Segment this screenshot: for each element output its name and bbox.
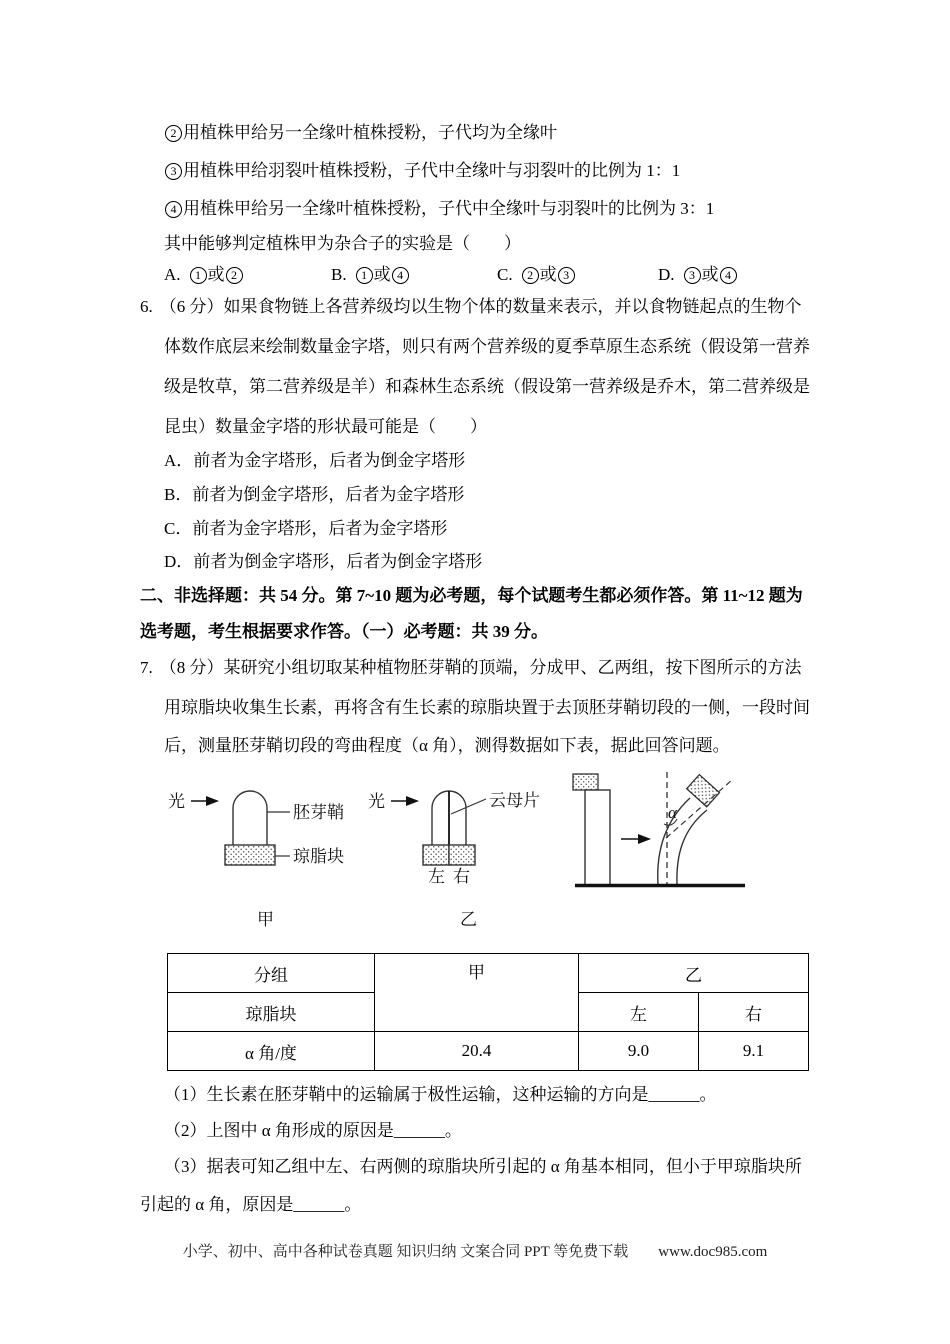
q7-sub-3-line-2: 引起的 α 角，原因是______。 (140, 1195, 362, 1214)
q7-line-3: 后，测量胚芽鞘切段的弯曲程度（α 角），测得数据如下表，据此回答问题。 (164, 736, 730, 755)
q6-line-2: 体数作底层来绘制数量金字塔，则只有两个营养级的夏季草原生态系统（假设第一营养 (164, 337, 810, 356)
circled-number: 4 (165, 201, 182, 218)
left-label: 左 (428, 867, 445, 886)
q5-option-d: D. 3 或 4 (658, 264, 738, 286)
q6-number: 6. (140, 297, 153, 316)
table-row-header (168, 954, 809, 993)
figure-result (573, 772, 745, 886)
q5-stem: 其中能够判定植株甲为杂合子的实验是（ ） (164, 234, 521, 253)
group-yi-label: 乙 (460, 910, 477, 929)
q7-number: 7. (140, 658, 153, 677)
upright-segment (585, 790, 610, 885)
q5-option-a: A. 1 或 2 (164, 264, 244, 286)
q7-sub-3-line-1: （3）据表可知乙组中左、右两侧的琼脂块所引起的 α 角基本相同，但小于甲琼脂块所 (164, 1157, 802, 1176)
q6-line-3: 级是牧草，第二营养级是羊）和森林生态系统（假设第一营养级是乔木，第二营养级是 (164, 377, 810, 396)
cell-right-header: 右 (699, 993, 809, 1032)
circled-number: 2 (226, 267, 243, 284)
cell-agar-label: 琼脂块 (168, 993, 375, 1032)
cell-alpha-label: α 角/度 (168, 1032, 375, 1071)
experiment-figure (160, 768, 760, 936)
q5-option-c: C. 2 或 3 (497, 264, 576, 286)
cell-jia-header: 甲 (375, 954, 579, 1032)
q7-line-2: 用琼脂块收集生长素，再将含有生长素的琼脂块置于去顶胚芽鞘切段的一侧，一段时间 (164, 698, 810, 717)
circled-number: 2 (522, 267, 539, 284)
circled-number: 1 (190, 267, 207, 284)
agar-block (225, 845, 275, 865)
circled-number: 4 (392, 267, 409, 284)
cell-left-header: 左 (579, 993, 699, 1032)
q6-line-4: 昆虫）数量金字塔的形状最可能是（ ） (164, 417, 487, 436)
alpha-angle-table (167, 953, 809, 1071)
q6-option-d: D．前者为倒金字塔形，后者为倒金字塔形 (164, 552, 483, 571)
cell-value-jia: 20.4 (375, 1032, 579, 1071)
light-label: 光 (168, 792, 185, 811)
coleoptile-dome (233, 791, 267, 845)
q5-statement-3 (164, 160, 680, 182)
circled-number: 4 (720, 267, 737, 284)
page-footer (0, 1240, 950, 1261)
q5-option-b: B. 1 或 4 (331, 264, 410, 286)
q5-statement-2-text: 用植株甲给另一全缘叶植株授粉，子代均为全缘叶 (183, 123, 557, 142)
agar-block-on-segment (573, 774, 598, 790)
q5-statement-3-text: 用植株甲给羽裂叶植株授粉，子代中全缘叶与羽裂叶的比例为 1：1 (183, 161, 681, 180)
section2-header-line-2: 选考题，考生根据要求作答。（一）必考题：共 39 分。 (140, 622, 548, 641)
q6-line-1: 6. （6 分）如果食物链上各营养级均以生物个体的数量来表示，并以食物链起点的生物个 (140, 297, 802, 316)
tilted-agar-block (687, 775, 720, 807)
section2-header-line-1: 二、非选择题：共 54 分。第 7~10 题为必考题，每个试题考生都必须作答。第 11~12 题为 (140, 586, 803, 605)
circled-number: 3 (165, 163, 182, 180)
cell-yi-header: 乙 (579, 954, 809, 993)
q5-statement-4-text: 用植株甲给另一全缘叶植株授粉，子代中全缘叶与羽裂叶的比例为 3：1 (183, 199, 715, 218)
q6-option-a: A．前者为金字塔形，后者为倒金字塔形 (164, 451, 466, 470)
circled-number: 3 (558, 267, 575, 284)
right-label: 右 (453, 867, 470, 886)
bent-segment-right-edge (677, 810, 707, 885)
agar-block-left (423, 845, 449, 865)
figure-group-jia (168, 791, 344, 929)
circled-number: 1 (356, 267, 373, 284)
mica-label: 云母片 (489, 791, 540, 810)
q6-option-b: B．前者为倒金字塔形，后者为金字塔形 (164, 485, 465, 504)
alpha-label: α (668, 803, 677, 822)
q5-statement-2 (164, 122, 557, 144)
circled-number: 2 (165, 125, 182, 142)
q5-statement-4 (164, 198, 714, 220)
table-row-values (168, 1032, 809, 1071)
q7-line-1: 7. （8 分）某研究小组切取某种植物胚芽鞘的顶端，分成甲、乙两组，按下图所示的方法 (140, 658, 802, 677)
coleoptile-label: 胚芽鞘 (293, 803, 344, 822)
light-label: 光 (368, 792, 385, 811)
group-jia-label: 甲 (257, 910, 274, 929)
footer-url-link[interactable]: www.doc985.com (658, 1244, 768, 1260)
agar-label: 琼脂块 (293, 847, 344, 866)
figure-group-yi (368, 791, 540, 929)
circled-number: 3 (684, 267, 701, 284)
cell-value-right: 9.1 (699, 1032, 809, 1071)
q7-sub-2: （2）上图中 α 角形成的原因是______。 (164, 1121, 462, 1140)
cell-group-header: 分组 (168, 954, 375, 993)
q7-sub-1: （1）生长素在胚芽鞘中的运输属于极性运输，这种运输的方向是______。 (164, 1085, 717, 1104)
agar-block-right (449, 845, 475, 865)
cell-value-left: 9.0 (579, 1032, 699, 1071)
footer-text: 小学、初中、高中各种试卷真题 知识归纳 文案合同 PPT 等免费下载 (182, 1244, 629, 1260)
q6-option-c: C．前者为金字塔形，后者为金字塔形 (164, 519, 448, 538)
